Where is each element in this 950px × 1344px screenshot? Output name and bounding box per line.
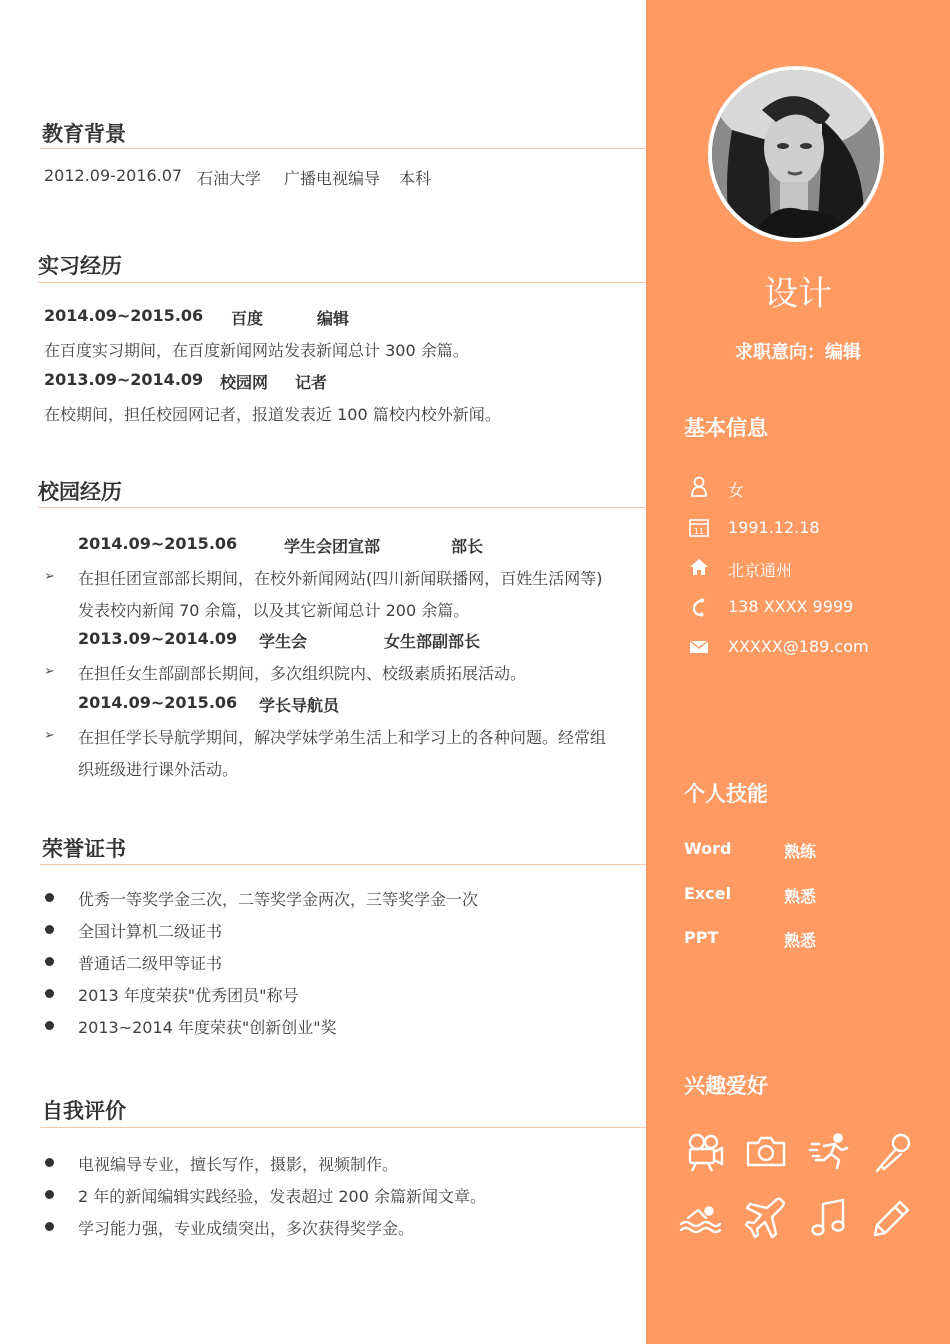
self-eval-item: 电视编导专业，擅长写作，摄影，视频制作。	[78, 1155, 399, 1174]
campus-date: 2014.09~2015.06	[78, 693, 238, 712]
campus-org: 学生会	[259, 632, 308, 651]
self-eval-item: 学习能力强，专业成绩突出，多次获得奖学金。	[78, 1219, 415, 1238]
honor-item: 普通话二级甲等证书	[78, 954, 223, 973]
skill-name: PPT	[684, 928, 719, 947]
bullet-dot-icon	[45, 1222, 54, 1231]
campus-date: 2014.09~2015.06	[78, 534, 238, 553]
skill-level: 熟悉	[784, 931, 817, 950]
skill-level: 熟练	[784, 842, 817, 861]
honor-item: 优秀一等奖学金三次，二等奖学金两次，三等奖学金一次	[78, 890, 479, 909]
skill-name: Excel	[684, 884, 732, 903]
calendar-icon	[688, 516, 710, 538]
education-major: 广播电视编导	[284, 169, 381, 188]
running-icon	[808, 1130, 852, 1174]
honor-item: 2013~2014 年度荣获"创新创业"奖	[78, 1018, 337, 1037]
campus-date: 2013.09~2014.09	[78, 629, 238, 648]
email-text: XXXXX@189.com	[728, 637, 869, 656]
home-icon	[688, 556, 710, 578]
campus-org: 学长导航员	[259, 696, 340, 715]
education-date: 2012.09-2016.07	[44, 166, 183, 185]
campus-desc: 在担任女生部副部长期间，多次组织院内、校级素质拓展活动。	[78, 664, 527, 683]
campus-desc: 在担任学长导航学期间，解决学妹学弟生活上和学习上的各种问题。经常组	[78, 728, 607, 747]
campus-divider	[38, 507, 646, 508]
campus-role: 女生部副部长	[384, 632, 481, 651]
campus-role: 部长	[451, 537, 484, 556]
skill-level: 熟悉	[784, 887, 817, 906]
bullet-dot-icon	[45, 1021, 54, 1030]
self-eval-item: 2 年的新闻编辑实践经验，发表超过 200 余篇新闻文章。	[78, 1187, 486, 1206]
internship-org: 百度	[231, 309, 264, 328]
skill-name: Word	[684, 839, 732, 858]
skills-title: 个人技能	[684, 782, 768, 806]
gender-text: 女	[728, 481, 745, 500]
music-icon	[808, 1196, 852, 1240]
phone-icon	[688, 596, 710, 618]
bullet-dot-icon	[45, 1190, 54, 1199]
campus-org: 学生会团宣部	[284, 537, 381, 556]
self-eval-divider	[40, 1127, 646, 1128]
location-text: 北京通州	[728, 561, 793, 580]
internship-date: 2014.09~2015.06	[44, 306, 204, 325]
internship-desc: 在百度实习期间，在百度新闻网站发表新闻总计 300 余篇。	[44, 341, 469, 360]
airplane-icon	[744, 1196, 788, 1240]
arrow-bullet-icon: ➢	[44, 569, 55, 584]
internship-desc: 在校期间，担任校园网记者，报道发表近 100 篇校内校外新闻。	[44, 405, 501, 424]
job-intent: 求职意向：编辑	[735, 342, 861, 363]
basic-info-title: 基本信息	[684, 416, 768, 440]
campus-desc: 发表校内新闻 70 余篇，以及其它新闻总计 200 余篇。	[78, 601, 470, 620]
camera-icon	[744, 1130, 788, 1174]
sidebar	[646, 0, 950, 1344]
bullet-dot-icon	[45, 989, 54, 998]
internship-title: 实习经历	[38, 254, 122, 278]
portrait-photo	[712, 70, 880, 238]
internship-divider	[38, 282, 646, 283]
honor-item: 全国计算机二级证书	[78, 922, 223, 941]
education-divider	[40, 148, 646, 149]
internship-date: 2013.09~2014.09	[44, 370, 204, 389]
birthday-text: 1991.12.18	[728, 518, 820, 537]
bullet-dot-icon	[45, 893, 54, 902]
avatar	[708, 66, 884, 242]
internship-role: 记者	[295, 373, 328, 392]
education-degree: 本科	[399, 169, 432, 188]
swimming-icon	[678, 1196, 722, 1240]
video-camera-icon	[684, 1130, 728, 1174]
person-icon	[688, 476, 710, 498]
education-school: 石油大学	[197, 169, 262, 188]
honors-title: 荣誉证书	[42, 837, 126, 861]
hobbies-title: 兴趣爱好	[684, 1074, 768, 1098]
mail-icon	[688, 636, 710, 658]
self-eval-title: 自我评价	[42, 1099, 126, 1123]
internship-role: 编辑	[317, 309, 350, 328]
bullet-dot-icon	[45, 925, 54, 934]
campus-desc: 织班级进行课外活动。	[78, 760, 239, 779]
honors-divider	[40, 864, 646, 865]
education-title: 教育背景	[42, 122, 126, 146]
bullet-dot-icon	[45, 1158, 54, 1167]
pencil-icon	[870, 1196, 914, 1240]
arrow-bullet-icon: ➢	[44, 664, 55, 679]
candidate-name: 设计	[764, 274, 832, 314]
honor-item: 2013 年度荣获"优秀团员"称号	[78, 986, 299, 1005]
calendar-day: 11	[693, 527, 705, 536]
microphone-icon	[872, 1130, 916, 1174]
campus-title: 校园经历	[38, 480, 122, 504]
phone-text: 138 XXXX 9999	[728, 597, 854, 616]
bullet-dot-icon	[45, 957, 54, 966]
arrow-bullet-icon: ➢	[44, 728, 55, 743]
internship-org: 校园网	[220, 373, 269, 392]
campus-desc: 在担任团宣部部长期间，在校外新闻网站(四川新闻联播网，百姓生活网等)	[78, 569, 603, 588]
